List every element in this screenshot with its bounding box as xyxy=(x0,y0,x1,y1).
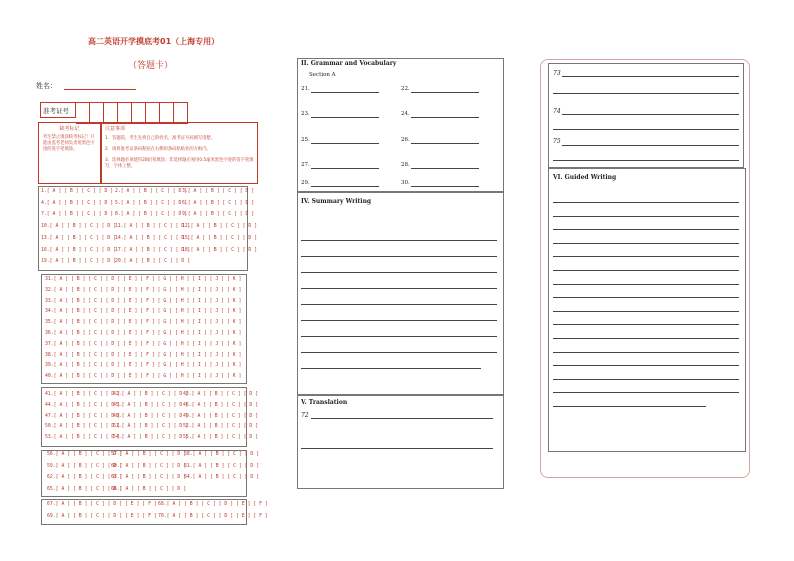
guided-writing-line[interactable] xyxy=(553,284,739,285)
exam-number-row xyxy=(40,102,188,118)
choice-item[interactable]: 54.[ A ] [ B ] [ C ] [ D ] xyxy=(113,435,189,441)
summary-title: IV. Summary Writing xyxy=(301,198,372,205)
choice-item[interactable]: 40.[ A ] [ B ] [ C ] [ D ] [ E ] [ F ] [ G ] [ H ] [ I ] [ J ] [ K ] xyxy=(45,374,242,380)
blank-line[interactable] xyxy=(311,92,379,93)
blank-label: 29. xyxy=(301,180,310,186)
choice-item[interactable]: 6.[ A ] [ B ] [ C ] [ D ] xyxy=(182,200,255,206)
choice-item[interactable]: 2.[ A ] [ B ] [ C ] [ D ] xyxy=(115,189,188,194)
guided-writing-line[interactable] xyxy=(553,297,739,298)
summary-line[interactable] xyxy=(301,368,481,369)
blank-line[interactable] xyxy=(311,143,379,144)
absent-mark-box xyxy=(38,122,101,184)
summary-line[interactable] xyxy=(301,352,497,353)
choice-item[interactable]: 38.[ A ] [ B ] [ C ] [ D ] [ E ] [ F ] [ G ] [ H ] [ I ] [ J ] [ K ] xyxy=(45,352,242,358)
choice-item[interactable]: 59.[ A ] [ B ] [ C ] [ D ] xyxy=(47,463,123,469)
page-title: 高二英语开学摸底考01（上海专用） xyxy=(88,37,220,46)
blank-label: 22. xyxy=(401,86,410,92)
choice-item[interactable]: 57.[ A ] [ B ] [ C ] [ D ] xyxy=(111,452,187,457)
choice-item[interactable]: 16.[ A ] [ B ] [ C ] [ D ] xyxy=(41,247,117,253)
choice-item[interactable]: 42.[ A ] [ B ] [ C ] [ D ] xyxy=(113,392,189,397)
choice-item[interactable]: 61.[ A ] [ B ] [ C ] [ D ] xyxy=(184,463,260,469)
choice-item[interactable]: 55.[ A ] [ B ] [ C ] [ D ] xyxy=(183,435,259,441)
choice-item[interactable]: 53.[ A ] [ B ] [ C ] [ D ] xyxy=(45,435,121,441)
summary-line[interactable] xyxy=(301,256,497,257)
choice-item[interactable]: 3.[ A ] [ B ] [ C ] [ D ] xyxy=(182,189,255,194)
summary-box xyxy=(297,192,504,395)
translation-line[interactable] xyxy=(301,448,493,449)
choice-item[interactable]: 70.[ A ] [ B ] [ C ] [ D ] [ E ] [ F ] xyxy=(158,514,268,519)
choice-item[interactable]: 58.[ A ] [ B ] [ C ] [ D ] xyxy=(184,452,260,457)
blank-label: 30. xyxy=(401,180,410,186)
blank-label: 21. xyxy=(301,86,310,92)
choice-item[interactable]: 62.[ A ] [ B ] [ C ] [ D ] xyxy=(47,475,123,480)
exam-number-cell[interactable] xyxy=(76,102,90,124)
choice-item[interactable]: 10.[ A ] [ B ] [ C ] [ D ] xyxy=(41,224,117,230)
choice-item[interactable]: 69.[ A ] [ B ] [ C ] [ D ] [ E ] [ F ] xyxy=(47,514,157,519)
choice-item[interactable]: 9.[ A ] [ B ] [ C ] [ D ] xyxy=(182,212,255,218)
question-75-label: 75 xyxy=(553,138,561,145)
choice-item[interactable]: 60.[ A ] [ B ] [ C ] [ D ] xyxy=(111,463,187,469)
absent-mark-text: 考生禁止填涂缺考标记！只能由监考老师负责用黑色字迹的签字笔填涂。 xyxy=(43,135,95,152)
choice-item[interactable]: 4.[ A ] [ B ] [ C ] [ D ] xyxy=(41,200,114,206)
choice-item[interactable]: 44.[ A ] [ B ] [ C ] [ D ] xyxy=(45,402,121,408)
exam-number-cell[interactable] xyxy=(160,102,174,124)
choice-item[interactable]: 17.[ A ] [ B ] [ C ] [ D ] xyxy=(115,247,191,253)
exam-number-cell[interactable] xyxy=(174,102,188,124)
grammar-box xyxy=(297,58,504,192)
blank-label: 27. xyxy=(301,162,310,168)
choice-item[interactable]: 45.[ A ] [ B ] [ C ] [ D ] xyxy=(113,402,189,408)
choice-item[interactable]: 34.[ A ] [ B ] [ C ] [ D ] [ E ] [ F ] [ G ] [ H ] [ I ] [ J ] [ K ] xyxy=(45,309,242,315)
choice-item[interactable]: 7.[ A ] [ B ] [ C ] [ D ] xyxy=(41,212,114,218)
blank-line[interactable] xyxy=(411,143,479,144)
summary-line[interactable] xyxy=(301,336,497,337)
choice-item[interactable]: 41.[ A ] [ B ] [ C ] [ D ] xyxy=(45,392,121,397)
blank-line[interactable] xyxy=(411,117,479,118)
guided-writing-line[interactable] xyxy=(553,229,739,230)
section-a-label: Section A xyxy=(309,72,336,78)
choice-item[interactable]: 31.[ A ] [ B ] [ C ] [ D ] [ E ] [ F ] [ G ] [ H ] [ I ] [ J ] [ K ] xyxy=(45,277,242,282)
exam-number-cell[interactable] xyxy=(132,102,146,124)
guided-writing-line[interactable] xyxy=(553,406,706,407)
exam-number-cell[interactable] xyxy=(118,102,132,124)
choice-item[interactable]: 19.[ A ] [ B ] [ C ] [ D ] xyxy=(41,259,117,265)
blank-label: 23. xyxy=(301,111,310,117)
guided-writing-line[interactable] xyxy=(553,379,739,380)
guided-writing-line[interactable] xyxy=(553,202,739,203)
choice-item[interactable]: 8.[ A ] [ B ] [ C ] [ D ] xyxy=(115,212,188,218)
choice-item[interactable]: 47.[ A ] [ B ] [ C ] [ D ] xyxy=(45,413,121,419)
notice-box xyxy=(101,122,258,184)
choice-item[interactable]: 67.[ A ] [ B ] [ C ] [ D ] [ E ] [ F ] xyxy=(47,502,157,507)
exam-number-label: 准考证号 xyxy=(40,102,76,118)
blank-label: 24. xyxy=(401,111,410,117)
guided-writing-line[interactable] xyxy=(553,365,739,366)
answer-line[interactable] xyxy=(553,93,739,94)
choice-item[interactable]: 51.[ A ] [ B ] [ C ] [ D ] xyxy=(113,424,189,430)
guided-writing-line[interactable] xyxy=(553,311,739,312)
guided-writing-line[interactable] xyxy=(553,270,739,271)
blank-line[interactable] xyxy=(411,168,479,169)
answer-line[interactable] xyxy=(553,129,739,130)
summary-line[interactable] xyxy=(301,240,497,241)
question-74-label: 74 xyxy=(553,108,561,115)
choice-item[interactable]: 14.[ A ] [ B ] [ C ] [ D ] xyxy=(115,235,191,241)
translation-title: V. Translation xyxy=(301,399,348,406)
choice-item[interactable]: 12.[ A ] [ B ] [ C ] [ D ] xyxy=(182,224,258,230)
guided-writing-line[interactable] xyxy=(553,216,739,217)
exam-number-cell[interactable] xyxy=(104,102,118,124)
answer-line[interactable] xyxy=(553,160,739,161)
answer-line[interactable] xyxy=(562,76,739,77)
choice-item[interactable]: 37.[ A ] [ B ] [ C ] [ D ] [ E ] [ F ] [ G ] [ H ] [ I ] [ J ] [ K ] xyxy=(45,341,242,347)
absent-mark-title: 缺考标记 xyxy=(59,126,80,132)
exam-number-cell[interactable] xyxy=(146,102,160,124)
choice-item[interactable]: 52.[ A ] [ B ] [ C ] [ D ] xyxy=(183,424,259,430)
blank-line[interactable] xyxy=(411,92,479,93)
summary-line[interactable] xyxy=(301,288,497,289)
summary-line[interactable] xyxy=(301,272,497,273)
choice-item[interactable]: 32.[ A ] [ B ] [ C ] [ D ] [ E ] [ F ] [ G ] [ H ] [ I ] [ J ] [ K ] xyxy=(45,287,242,293)
blank-label: 26. xyxy=(401,137,410,143)
summary-line[interactable] xyxy=(301,304,497,305)
answer-line[interactable] xyxy=(562,145,739,146)
choice-item[interactable]: 35.[ A ] [ B ] [ C ] [ D ] [ E ] [ F ] [ G ] [ H ] [ I ] [ J ] [ K ] xyxy=(45,320,242,326)
choice-item[interactable]: 1.[ A ] [ B ] [ C ] [ D ] xyxy=(41,189,114,194)
name-field[interactable] xyxy=(64,89,136,90)
choice-item[interactable]: 20.[ A ] [ B ] [ C ] [ D ] xyxy=(115,259,191,265)
guided-writing-line[interactable] xyxy=(553,352,739,353)
choice-item[interactable]: 18.[ A ] [ B ] [ C ] [ D ] xyxy=(182,247,258,253)
exam-number-cell[interactable] xyxy=(90,102,104,124)
page-subtitle: （答题卡） xyxy=(128,61,174,71)
choice-item[interactable]: 63.[ A ] [ B ] [ C ] [ D ] xyxy=(111,475,187,480)
choice-item[interactable]: 13.[ A ] [ B ] [ C ] [ D ] xyxy=(41,235,117,241)
choice-item[interactable]: 43.[ A ] [ B ] [ C ] [ D ] xyxy=(183,392,259,397)
guided-writing-line[interactable] xyxy=(553,243,739,244)
guided-writing-line[interactable] xyxy=(553,256,739,257)
name-label: 姓名： xyxy=(36,82,57,90)
choice-item[interactable]: 15.[ A ] [ B ] [ C ] [ D ] xyxy=(182,235,258,241)
translation-box xyxy=(297,395,504,489)
choice-item[interactable]: 56.[ A ] [ B ] [ C ] [ D ] xyxy=(47,452,123,457)
choice-item[interactable]: 68.[ A ] [ B ] [ C ] [ D ] [ E ] [ F ] xyxy=(158,502,268,507)
choice-item[interactable]: 48.[ A ] [ B ] [ C ] [ D ] xyxy=(113,413,189,419)
choice-item[interactable]: 39.[ A ] [ B ] [ C ] [ D ] [ E ] [ F ] [ G ] [ H ] [ I ] [ J ] [ K ] xyxy=(45,363,242,369)
answer-line[interactable] xyxy=(562,114,739,115)
grammar-title: II. Grammar and Vocabulary xyxy=(301,60,397,67)
guided-writing-line[interactable] xyxy=(553,338,739,339)
choice-item[interactable]: 64.[ A ] [ B ] [ C ] [ D ] xyxy=(184,475,260,480)
rewrite-box xyxy=(548,63,744,168)
notice-title: 注意事项 xyxy=(105,126,126,132)
blank-label: 28. xyxy=(401,162,410,168)
guided-writing-line[interactable] xyxy=(553,324,739,325)
question-72-label: 72 xyxy=(301,412,309,419)
choice-item[interactable]: 46.[ A ] [ B ] [ C ] [ D ] xyxy=(183,402,259,408)
notice-item: 1．答题前，考生先将自己的姓名，准考证号码填写清楚。 xyxy=(105,136,216,141)
choice-item[interactable]: 11.[ A ] [ B ] [ C ] [ D ] xyxy=(115,224,191,230)
guided-writing-line[interactable] xyxy=(553,392,739,393)
blank-line[interactable] xyxy=(311,168,379,169)
choice-item[interactable]: 5.[ A ] [ B ] [ C ] [ D ] xyxy=(115,200,188,206)
summary-line[interactable] xyxy=(301,320,497,321)
choice-item[interactable]: 36.[ A ] [ B ] [ C ] [ D ] [ E ] [ F ] [ G ] [ H ] [ I ] [ J ] [ K ] xyxy=(45,331,242,336)
notice-item: 2．请将准考证条码粘贴在右侧的条码粘贴处的方框内。 xyxy=(105,147,211,152)
guided-writing-title: VI. Guided Writing xyxy=(553,174,617,181)
choice-item[interactable]: 50.[ A ] [ B ] [ C ] [ D ] xyxy=(45,424,121,430)
choice-item[interactable]: 66.[ A ] [ B ] [ C ] [ D ] xyxy=(111,486,187,492)
choice-item[interactable]: 33.[ A ] [ B ] [ C ] [ D ] [ E ] [ F ] [ G ] [ H ] [ I ] [ J ] [ K ] xyxy=(45,298,242,304)
translation-line[interactable] xyxy=(311,418,493,419)
question-73-label: 73 xyxy=(553,70,561,77)
blank-label: 25. xyxy=(301,137,310,143)
notice-item: 3．选择题必须使用2B铅笔填涂；非选择题必须用0.5毫米黑色字迹的签字笔填写，字体工整。 xyxy=(105,158,254,169)
choice-item[interactable]: 49.[ A ] [ B ] [ C ] [ D ] xyxy=(183,413,259,419)
blank-line[interactable] xyxy=(311,186,379,187)
choice-item[interactable]: 65.[ A ] [ B ] [ C ] [ D ] xyxy=(47,486,123,492)
blank-line[interactable] xyxy=(311,117,379,118)
blank-line[interactable] xyxy=(411,186,479,187)
